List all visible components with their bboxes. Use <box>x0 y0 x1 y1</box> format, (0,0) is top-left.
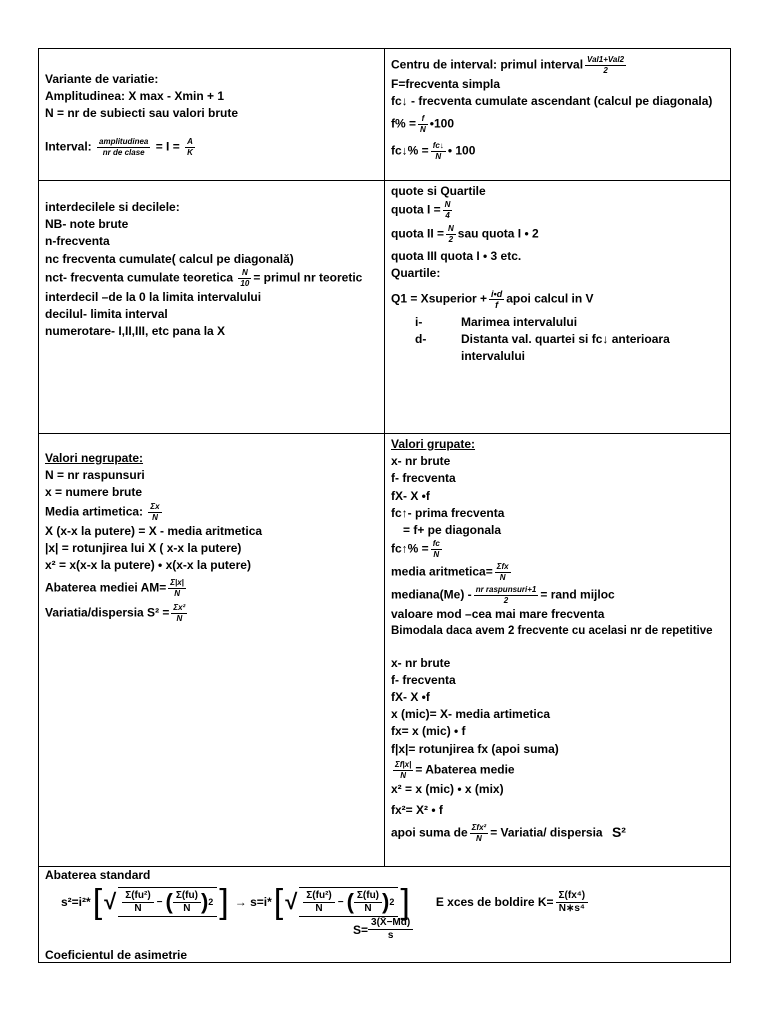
grouped-title: Valori grupate: <box>391 437 476 451</box>
variation-title: Variante de variatie: <box>45 72 159 86</box>
fc-percent: fc↓% = $\frac{fc↓}{N}$ • 100 <box>391 141 476 162</box>
q1-formula: Q1 = Xsuperior + $\frac{i•d}{f}$ apoi calcul in V <box>391 288 594 310</box>
asymmetry-title: Coeficientul de asimetrie <box>45 948 188 962</box>
std-dev-formula: s²=i²* [ √ $\frac{\text{Σ(fu²)}}{N}$ − ( $\frac{\Sigma(fu)}{N}$ ) 2 ] → s=i* [ √ $\frac{\text{Σ(fu²)}}{N}$ − ( $\frac{\Sigma(fu)}{N}$ ) 2 ] E xces de boldire K= $\frac{\text{Σ(fx⁴)}}{\text{N∗s⁴}}$ <box>61 887 588 917</box>
row-values <box>39 434 730 867</box>
row-std-dev <box>39 867 730 962</box>
variation-cell <box>39 49 385 180</box>
asymmetry-formula: S= $\frac{3(X̄-Md)}{s}$ <box>353 917 413 942</box>
quartiles-cell: quote si Quartile quota I = $\frac{N}{4}$ quota II = $\frac{N}{2}$ sau quota I • 2 quota III quota I • 3 etc. Quartile: Q1 = Xsuperior + $\frac{i•d}{f}$ apoi calcul in V i- Marimea intervalului d- Distanta val. quartei si fc↓ anterioara intervalului <box>385 181 730 433</box>
f-definition: F=frecventa simpla <box>391 77 501 91</box>
ak-fraction: $\frac{A}{K}$ <box>187 136 193 157</box>
interval-formula: Interval: $\frac{\text{amplitudinea}}{\text{nr de clase}}$ = I = $\frac{A}{K}$ <box>45 136 193 157</box>
f-percent: f% = $\frac{f}{N}$ •100 <box>391 114 455 135</box>
quartiles-title: quote si Quartile <box>391 184 486 198</box>
amplitude-line: Amplitudinea: X max - Xmin + 1 <box>45 89 225 104</box>
formula-sheet <box>38 48 731 963</box>
interval-fraction: $\frac{\text{amplitudinea}}{\text{nr de clase}}$ <box>99 136 149 157</box>
fc-definition: fc↓ - frecventa cumulate ascendant (calcul pe diagonala) <box>391 94 713 109</box>
ungrouped-cell: Valori negrupate: N = nr raspunsuri x = numere brute Media artimetica: $\frac{\Sigma x}{N}$ X (x-x la putere) = X - media aritmetica |x| = rotunjirea lui X ( x-x la putere) x² = x(x-x la putere) • x(x-x la putere) Abaterea mediei AM= $\frac{\Sigma|x|}{N}$ Variatia/dispersia S² = $\frac{\text{Σx²}}{N}$ <box>39 434 385 866</box>
ungrouped-title: Valori negrupate: <box>45 451 144 465</box>
deciles-title: interdecilele si decilele: <box>45 200 180 214</box>
grouped-cell: Valori grupate: x- nr brute f- frecventa fX- X •f fc↑- prima frecventa = f+ pe diagonala fc↑% = $\frac{fc}{N}$ media aritmetica= $\frac{\text{Σfx}}{N}$ mediana(Me) - $\frac{\text{nr raspunsuri+1}}{2}$ = rand mijloc valoare mod –cea mai mare frecventa Bimodala daca avem 2 frecvente cu acelasi nr de repetitive x- nr brute f- frecventa fX- X •f x (mic)= X- media artimetica fx= x (mic) • f f|x|= rotunjirea fx (apoi suma) $\frac{\Sigma f|x|}{N}$ = Abaterea medie x² = x (mic) • x (mix) fx²= X² • f apoi suma de $\frac{\text{Σfx²}}{N}$ = Variatia/ dispersia S² <box>385 434 730 866</box>
interval-label: Interval: <box>45 139 92 154</box>
row-deciles <box>39 181 730 434</box>
n-definition: N = nr de subiecti sau valori brute <box>45 106 239 121</box>
nct-line: nct- frecventa cumulate teoretica $\frac{N}{10}$ = primul nr teoretic <box>45 267 363 288</box>
interval-center-cell <box>385 49 730 180</box>
center-line: Centru de interval: primul interval $\frac{\text{Val1+Val2}}{2}$ <box>391 55 625 75</box>
row-variation <box>39 49 730 181</box>
deciles-cell: interdecilele si decilele: NB- note brute n-frecventa nc frecventa cumulate( calcul pe diagonală) nct- frecventa cumulate teoretica $\frac{N}{10}$ = primul nr teoretic interdecil –de la 0 la limita intervalului decilul- limita interval numerotare- I,II,III, etc pana la X <box>39 181 385 433</box>
std-dev-title: Abaterea standard <box>45 868 151 882</box>
